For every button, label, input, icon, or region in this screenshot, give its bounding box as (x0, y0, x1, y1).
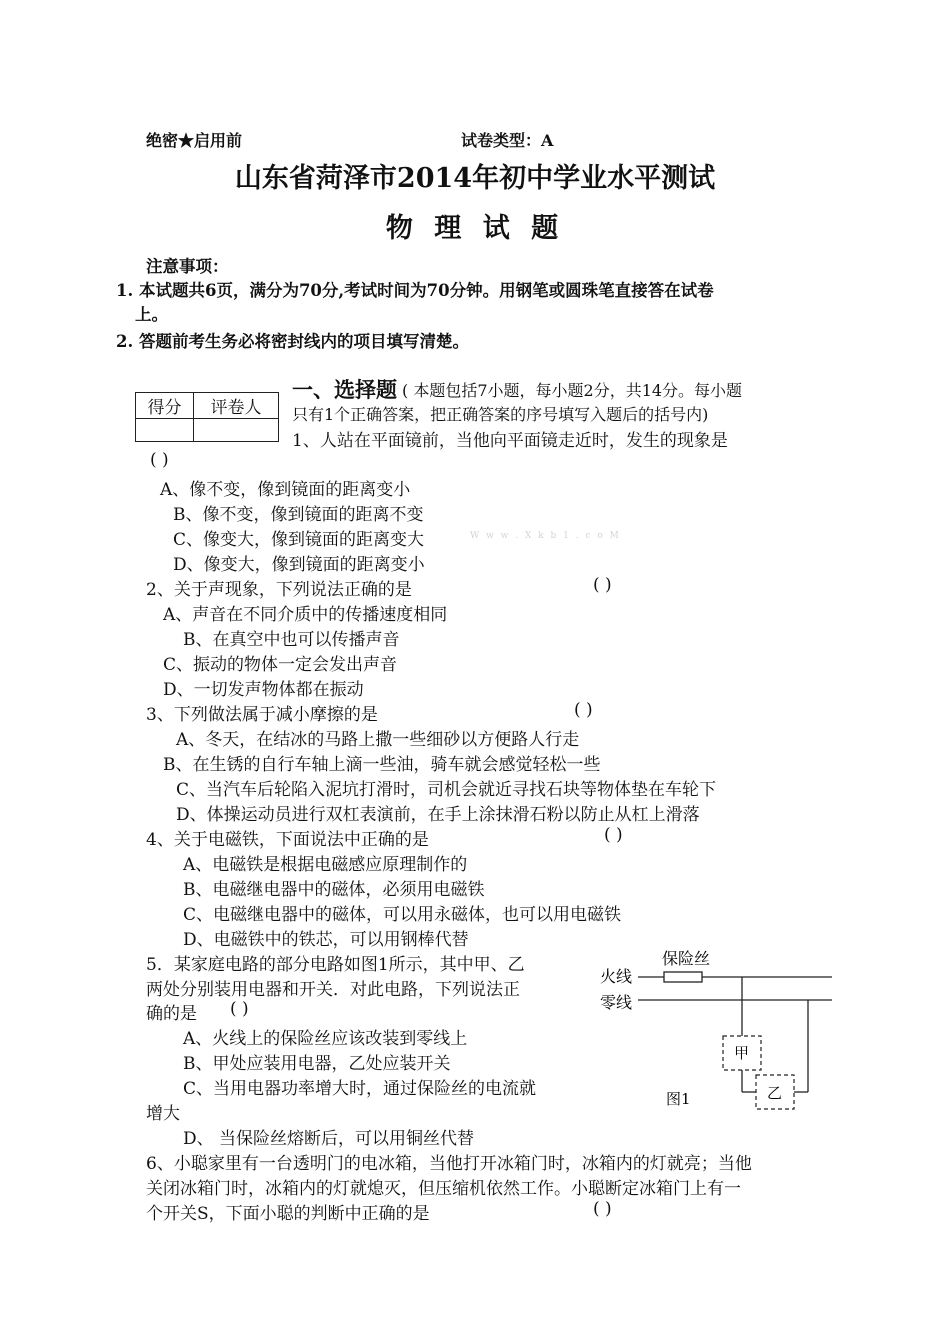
q3-option-b[interactable]: B、在生锈的自行车轴上滴一些油，骑车就会感觉轻松一些 (163, 755, 601, 775)
secret-label: 绝密★启用前 (146, 131, 243, 150)
score-table (135, 392, 279, 442)
q5-option-a[interactable]: A、火线上的保险丝应该改装到零线上 (183, 1029, 468, 1049)
q4-bracket[interactable]: ( ) (604, 825, 623, 845)
q3-stem: 3、下列做法属于减小摩擦的是 (146, 705, 378, 725)
notice-item-2: 2. 答题前考生务必将密封线内的项目填写清楚。 (116, 332, 469, 351)
q5-stem-3: 确的是 (146, 1004, 197, 1024)
q4-option-b[interactable]: B、电磁继电器中的磁体，必须用电磁铁 (183, 880, 485, 900)
watermark: W w w . X k b 1 . c o M (470, 531, 621, 541)
q4-option-c[interactable]: C、电磁继电器中的磁体，可以用永磁体，也可以用电磁铁 (183, 905, 622, 925)
q5-option-b[interactable]: B、甲处应装用电器，乙处应装开关 (183, 1054, 451, 1074)
q1-option-d[interactable]: D、像变大，像到镜面的距离变小 (173, 555, 425, 575)
figure-caption: 图1 (666, 1090, 691, 1108)
q1-option-b[interactable]: B、像不变，像到镜面的距离不变 (173, 505, 424, 525)
box-a-label: 甲 (734, 1044, 750, 1062)
score-cell[interactable] (136, 419, 194, 442)
live-wire-label: 火线 (600, 967, 633, 986)
q2-option-d[interactable]: D、一切发声物体都在振动 (163, 680, 364, 700)
q2-option-a[interactable]: A、声音在不同介质中的传播速度相同 (163, 605, 448, 625)
notice-item-1: 1. 本试题共6页，满分为70分,考试时间为70分钟。用钢笔或圆珠笔直接答在试卷 (116, 281, 714, 300)
grader-header: 评卷人 (194, 393, 279, 419)
q3-option-d[interactable]: D、体操运动员进行双杠表演前，在手上涂抹滑石粉以防止从杠上滑落 (176, 805, 700, 825)
q5-option-c-cont: 增大 (146, 1104, 180, 1124)
q6-stem-3: 个开关S，下面小聪的判断中正确的是 (146, 1204, 430, 1224)
q5-option-c[interactable]: C、当用电器功率增大时，通过保险丝的电流就 (183, 1079, 537, 1099)
section-desc-2: 只有1个正确答案，把正确答案的序号填写入题后的括号内) (292, 405, 709, 424)
q3-option-c[interactable]: C、当汽车后轮陷入泥坑打滑时，司机会就近寻找石块等物体垫在车轮下 (176, 780, 717, 800)
q5-option-d[interactable]: D、 当保险丝熔断后，可以用铜丝代替 (183, 1129, 475, 1149)
q2-option-b[interactable]: B、在真空中也可以传播声音 (183, 630, 400, 650)
q1-bracket[interactable]: ( ) (150, 450, 169, 470)
q2-stem: 2、关于声现象，下列说法正确的是 (146, 580, 412, 600)
q6-bracket[interactable]: ( ) (593, 1199, 612, 1219)
fuse-label: 保险丝 (662, 949, 711, 968)
q1-stem: 1、人站在平面镜前，当他向平面镜走近时，发生的现象是 (292, 431, 728, 451)
paper-type-label: 试卷类型：A (461, 131, 554, 150)
notice-heading: 注意事项： (146, 257, 229, 276)
q4-stem: 4、关于电磁铁，下面说法中正确的是 (146, 830, 429, 850)
q4-option-a[interactable]: A、电磁铁是根据电磁感应原理制作的 (183, 855, 468, 875)
q1-option-c[interactable]: C、像变大，像到镜面的距离变大 (173, 530, 425, 550)
grader-cell[interactable] (194, 419, 279, 442)
q4-option-d[interactable]: D、电磁铁中的铁芯，可以用钢棒代替 (183, 930, 469, 950)
q2-bracket[interactable]: ( ) (593, 575, 612, 595)
exam-title: 山东省菏泽市2014年初中学业水平测试 (234, 163, 716, 194)
notice-item-1-cont: 上。 (135, 305, 168, 324)
q6-stem-2: 关闭冰箱门时，冰箱内的灯就熄灭，但压缩机依然工作。小聪断定冰箱门上有一 (146, 1179, 741, 1199)
section-title: 一、选择题 (292, 377, 397, 402)
q5-stem-1: 5．某家庭电路的部分电路如图1所示，其中甲、乙 (146, 955, 525, 975)
fuse-symbol (664, 972, 702, 982)
q3-bracket[interactable]: ( ) (574, 700, 593, 720)
circuit-figure (596, 944, 836, 1122)
score-header: 得分 (136, 393, 194, 419)
section-desc-1: ( 本题包括7小题，每小题2分，共14分。每小题 (402, 381, 743, 400)
q5-stem-2: 两处分别装用电器和开关．对此电路，下列说法正 (146, 980, 520, 1000)
exam-subtitle: 物 理 试 题 (385, 213, 565, 244)
q6-stem-1: 6、小聪家里有一台透明门的电冰箱，当他打开冰箱门时，冰箱内的灯就亮；当他 (146, 1154, 752, 1174)
neutral-wire-label: 零线 (600, 993, 633, 1012)
box-b-label: 乙 (767, 1084, 783, 1102)
q3-option-a[interactable]: A、冬天，在结冰的马路上撒一些细砂以方便路人行走 (176, 730, 580, 750)
q2-option-c[interactable]: C、振动的物体一定会发出声音 (163, 655, 398, 675)
q1-option-a[interactable]: A、像不变，像到镜面的距离变小 (160, 480, 411, 500)
q5-bracket[interactable]: ( ) (230, 999, 249, 1019)
